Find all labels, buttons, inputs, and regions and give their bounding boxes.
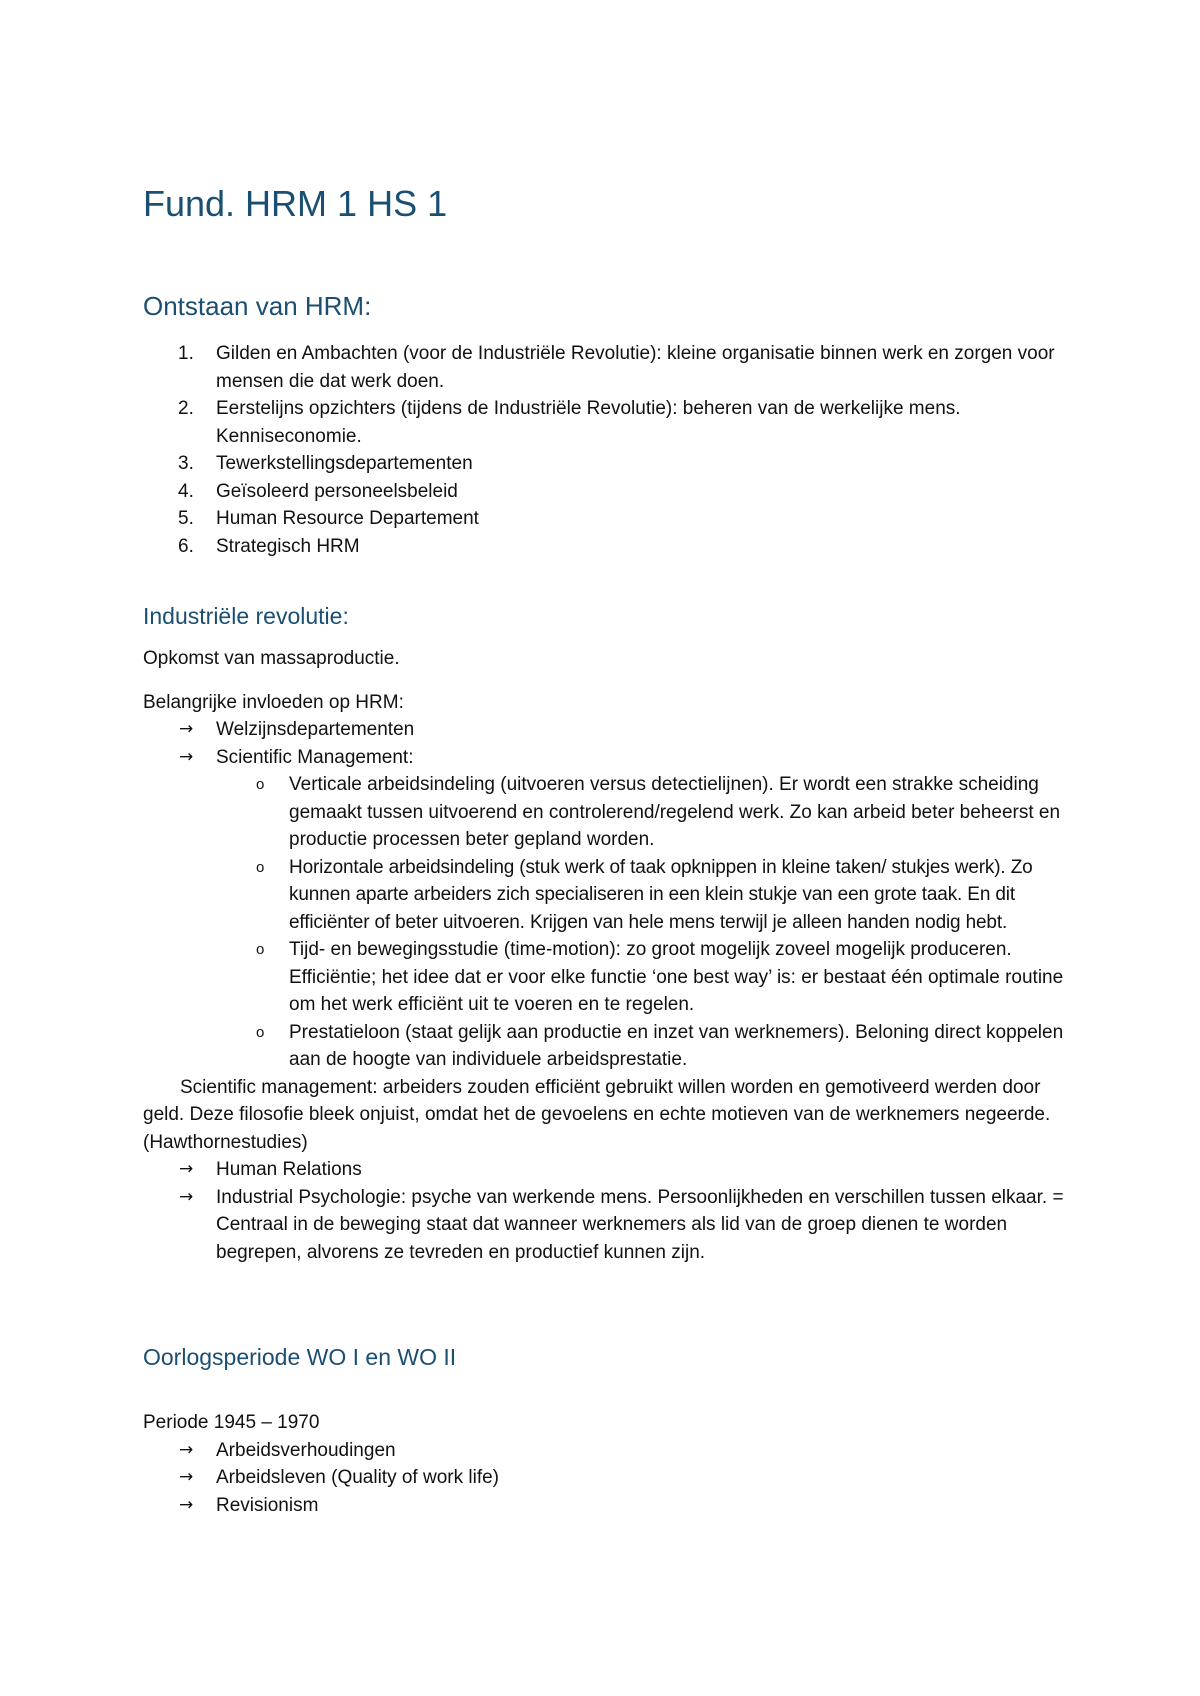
sub-item-text: Verticale arbeidsindeling (uitvoeren versus detectielijnen). Er wordt een strakke scheiding gemaakt tussen uitvoerend en controlerend/regelend werk. Zo kan arbeid beter beheerst en productie processen beter gepland worden. xyxy=(289,774,1061,850)
heading-oorlogsperiode: Oorlogsperiode WO I en WO II xyxy=(143,1344,457,1370)
arrow-icon: → xyxy=(179,746,194,767)
list-item-text: Tewerkstellingsdepartementen xyxy=(216,453,473,474)
arrow-list-item xyxy=(143,1156,1073,1184)
list-number: 1. xyxy=(178,343,194,364)
list-item xyxy=(143,340,1073,395)
list-number: 6. xyxy=(178,535,194,557)
arrow-icon: → xyxy=(179,1159,194,1179)
list-item xyxy=(143,450,1073,478)
list-number: 4. xyxy=(178,480,194,502)
list-item xyxy=(143,395,1073,450)
document-title: Fund. HRM 1 HS 1 xyxy=(143,183,448,224)
arrow-list-item xyxy=(143,716,1073,744)
arrow-item-text: Scientific Management: xyxy=(216,746,414,768)
arrow-item-text: Welzijnsdepartementen xyxy=(216,719,415,740)
circle-bullet-icon: o xyxy=(256,1023,265,1041)
numbered-list xyxy=(143,340,1073,560)
heading-industriele-revolutie: Industriële revolutie: xyxy=(143,603,349,629)
arrow-icon: → xyxy=(179,1439,194,1460)
list-item xyxy=(143,533,1073,561)
list-item-text: Geïsoleerd personeelsbeleid xyxy=(216,480,458,502)
arrow-list-item xyxy=(143,1492,1073,1520)
arrow-item-text: Revisionism xyxy=(216,1494,319,1516)
list-item-text: Gilden en Ambachten (voor de Industriële Revolutie): kleine organisatie binnen werk en zorgen voor mensen die dat werk doen. xyxy=(216,343,1055,392)
arrow-icon: → xyxy=(179,719,194,739)
list-item xyxy=(143,505,1073,533)
arrow-item-text: Human Relations xyxy=(216,1159,362,1180)
arrow-item-text: Industrial Psychologie: psyche van werkende mens. Persoonlijkheden en verschillen tussen elkaar. = Centraal in de beweging staat dat wanneer werknemers als lid van de groep dienen te worden begrepen, alvorens ze tevreden en productief kunnen zijn. xyxy=(216,1186,1064,1263)
circle-bullet-icon: o xyxy=(256,776,265,793)
arrow-icon: → xyxy=(179,1494,194,1515)
section-industriele-revolutie xyxy=(143,645,1073,1266)
list-number: 5. xyxy=(178,508,194,529)
sub-list-item xyxy=(143,1019,1073,1074)
sub-list-item xyxy=(143,854,1073,937)
list-number: 3. xyxy=(178,453,194,474)
list-number: 2. xyxy=(178,398,194,419)
list-item xyxy=(143,478,1073,506)
sub-list-item xyxy=(143,771,1073,854)
arrow-list-item xyxy=(143,1464,1073,1492)
arrow-list-item xyxy=(143,744,1073,772)
arrow-icon: → xyxy=(179,1467,194,1487)
list-item-text: Eerstelijns opzichters (tijdens de Industriële Revolutie): beheren van de werkelijke mens. Kenniseconomie. xyxy=(216,398,961,447)
circle-bullet-icon: o xyxy=(256,941,265,958)
section-oorlogsperiode xyxy=(143,1409,1073,1519)
arrow-list-item xyxy=(143,1437,1073,1465)
arrow-item-text: Arbeidsleven (Quality of work life) xyxy=(216,1467,499,1488)
list-item-text: Strategisch HRM xyxy=(216,535,360,557)
paragraph-scientific-management: Scientific management: arbeiders zouden efficiënt gebruikt willen worden en gemotiveerd werden door geld. Deze filosofie bleek onjuist, omdat het de gevoelens en echte motieven van de werknemers negeerde. (Hawthornestudies) xyxy=(143,1076,1051,1153)
arrow-icon: → xyxy=(179,1186,194,1207)
circle-bullet-icon: o xyxy=(256,858,265,876)
list-item-text: Human Resource Departement xyxy=(216,508,479,529)
arrow-list-item xyxy=(143,1184,1073,1267)
paragraph-intro: Opkomst van massaproductie. xyxy=(143,648,400,669)
paragraph-influences-label: Belangrijke invloeden op HRM: xyxy=(143,691,404,713)
paragraph-period: Periode 1945 – 1970 xyxy=(143,1412,320,1433)
heading-ontstaan: Ontstaan van HRM: xyxy=(143,291,372,321)
sub-item-text: Prestatieloon (staat gelijk aan productie en inzet van werknemers). Beloning direct koppelen aan de hoogte van individuele arbeidsprestatie. xyxy=(289,1021,1064,1070)
sub-item-text: Tijd- en bewegingsstudie (time-motion): zo groot mogelijk zoveel mogelijk produceren. Efficiëntie; het idee dat er voor elke functie ‘one best way’ is: er bestaat één optimale routine om het werk efficiënt uit te voeren en te regelen. xyxy=(289,939,1064,1015)
arrow-item-text: Arbeidsverhoudingen xyxy=(216,1439,396,1461)
sub-item-text: Horizontale arbeidsindeling (stuk werk of taak opknippen in kleine taken/ stukjes werk). Zo kunnen aparte arbeiders zich specialiseren in een klein stukje van een grote taak. En dit efficiënter of beter uitvoeren. Krijgen van hele mens terwijl je alleen handen nodig hebt. xyxy=(289,856,1033,933)
sub-list-item xyxy=(143,936,1073,1019)
